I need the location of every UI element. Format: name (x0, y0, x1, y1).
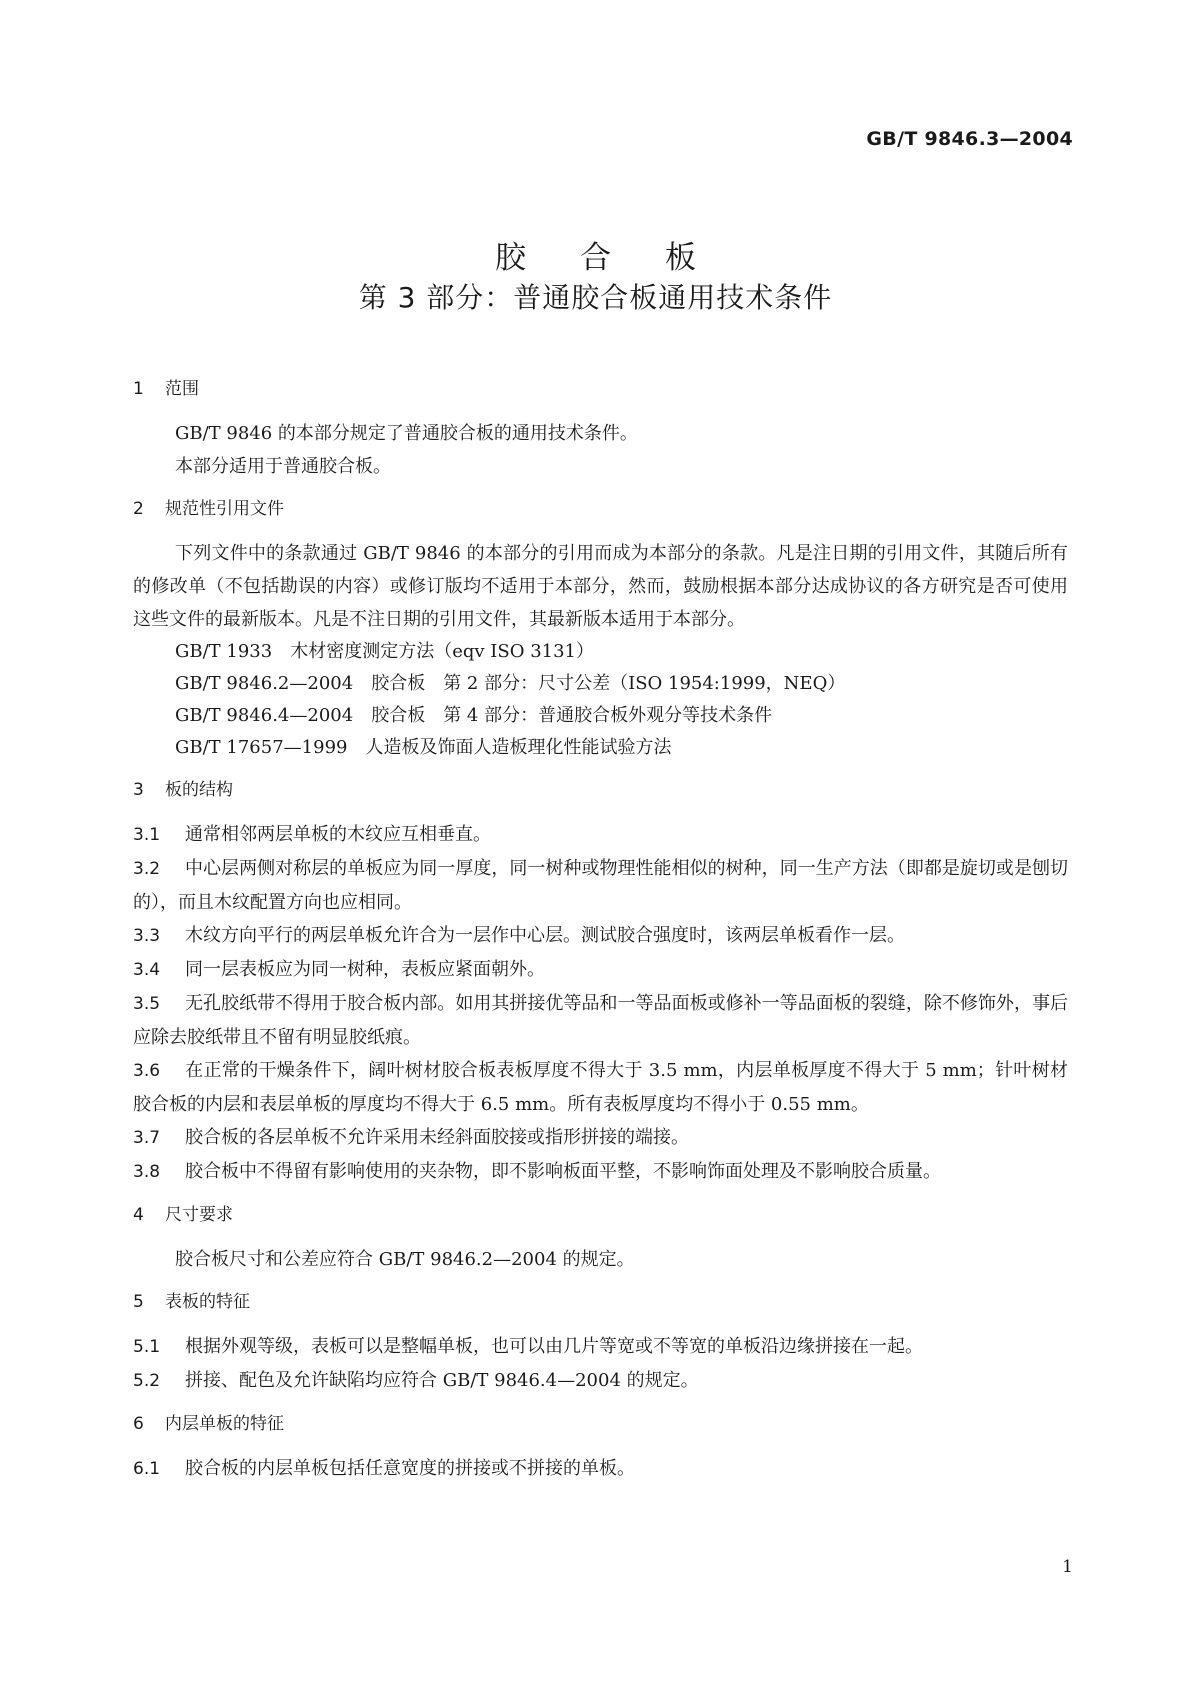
clause-text: 根据外观等级，表板可以是整幅单板，也可以由几片等宽或不等宽的单板沿边缘拼接在一起。 (185, 1336, 923, 1357)
clause-number: 3.2 (133, 859, 161, 879)
section-heading (133, 774, 1068, 806)
section-title: 板的结构 (165, 780, 233, 800)
clause-text: 胶合板的内层单板包括任意宽度的拼接或不拼接的单板。 (185, 1458, 635, 1479)
section-number: 1 (133, 379, 144, 399)
clause (133, 852, 1068, 919)
clause-text: 胶合板中不得留有影响使用的夹杂物，即不影响板面平整，不影响饰面处理及不影响胶合质量。 (185, 1161, 941, 1182)
section-title: 规范性引用文件 (165, 499, 284, 519)
page-number: 1 (1062, 1557, 1073, 1577)
reference-item: GB/T 17657—1999 人造板及饰面人造板理化性能试验方法 (175, 737, 672, 758)
document-title: 胶合板 (495, 240, 750, 276)
clause-number: 3.1 (133, 825, 161, 845)
clause-text: 通常相邻两层单板的木纹应互相垂直。 (185, 824, 491, 845)
clause-text: 无孔胶纸带不得用于胶合板内部。如用其拼接优等品和一等品面板或修补一等品面板的裂缝，除不修饰外，事后应除去胶纸带且不留有明显胶纸痕。 (133, 993, 1068, 1048)
clause (133, 1330, 1068, 1364)
standard-code: GB/T 9846.3—2004 (866, 128, 1073, 150)
clause (133, 953, 1068, 987)
clause-number: 3.8 (133, 1162, 161, 1182)
clause (133, 1364, 1068, 1398)
section-title: 尺寸要求 (165, 1205, 233, 1225)
section-title: 内层单板的特征 (165, 1414, 284, 1434)
clause-number: 5.2 (133, 1371, 161, 1391)
section-heading (133, 373, 1068, 405)
section-heading (133, 1286, 1068, 1318)
clause-number: 3.5 (133, 994, 161, 1014)
clause (133, 1054, 1068, 1121)
clause-text: 拼接、配色及允许缺陷均应符合 GB/T 9846.4—2004 的规定。 (185, 1370, 699, 1391)
document-subtitle: 第 3 部分：普通胶合板通用技术条件 (358, 281, 833, 314)
clause-number: 3.3 (133, 926, 161, 946)
clause (133, 1155, 1068, 1189)
clause (133, 919, 1068, 953)
section-title: 范围 (165, 379, 199, 399)
clause-number: 5.1 (133, 1337, 161, 1357)
clause-text: 中心层两侧对称层的单板应为同一厚度，同一树种或物理性能相似的树种，同一生产方法（即都是旋切或是刨切的），而且木纹配置方向也应相同。 (133, 858, 1068, 913)
clause-number: 3.7 (133, 1128, 161, 1148)
clause-text: 胶合板的各层单板不允许采用未经斜面胶接或指形拼接的端接。 (185, 1127, 689, 1148)
clause (133, 818, 1068, 852)
section-number: 4 (133, 1205, 144, 1225)
clause (133, 1121, 1068, 1155)
clause-number: 6.1 (133, 1459, 161, 1479)
clause-text: 同一层表板应为同一树种，表板应紧面朝外。 (185, 959, 545, 980)
paragraph: 本部分适用于普通胶合板。 (175, 456, 391, 477)
paragraph: 下列文件中的条款通过 GB/T 9846 的本部分的引用而成为本部分的条款。凡是注日期的引用文件，其随后所有的修改单（不包括勘误的内容）或修订版均不适用于本部分，然而，鼓励根据本部分达成协议的各方研究是否可使用这些文件的最新版本。凡是不注日期的引用文件，其最新版本适用于本部分。 (133, 543, 1068, 630)
section-title: 表板的特征 (165, 1292, 250, 1312)
clause-text: 木纹方向平行的两层单板允许合为一层作中心层。测试胶合强度时，该两层单板看作一层。 (185, 925, 905, 946)
section-heading (133, 1408, 1068, 1440)
clause (133, 1452, 1068, 1486)
paragraph: GB/T 9846 的本部分规定了普通胶合板的通用技术条件。 (175, 423, 638, 444)
clause-number: 3.4 (133, 960, 161, 980)
paragraph: 胶合板尺寸和公差应符合 GB/T 9846.2—2004 的规定。 (175, 1249, 635, 1270)
reference-item: GB/T 9846.4—2004 胶合板 第 4 部分：普通胶合板外观分等技术条件 (175, 705, 773, 726)
section-heading (133, 493, 1068, 525)
section-number: 2 (133, 499, 144, 519)
reference-item: GB/T 1933 木材密度测定方法（eqv ISO 3131） (175, 641, 594, 662)
section-heading (133, 1199, 1068, 1231)
clause (133, 987, 1068, 1054)
document-body (133, 373, 1068, 1486)
reference-item: GB/T 9846.2—2004 胶合板 第 2 部分：尺寸公差（ISO 1954:1999，NEQ） (175, 673, 846, 694)
clause-text: 在正常的干燥条件下，阔叶树材胶合板表板厚度不得大于 3.5 mm，内层单板厚度不得大于 5 mm；针叶树材胶合板的内层和表层单板的厚度均不得大于 6.5 mm。所有表板厚度均不得小于 0.55 mm。 (133, 1060, 1068, 1115)
section-number: 5 (133, 1292, 144, 1312)
section-number: 3 (133, 780, 144, 800)
clause-number: 3.6 (133, 1061, 161, 1081)
section-number: 6 (133, 1414, 144, 1434)
